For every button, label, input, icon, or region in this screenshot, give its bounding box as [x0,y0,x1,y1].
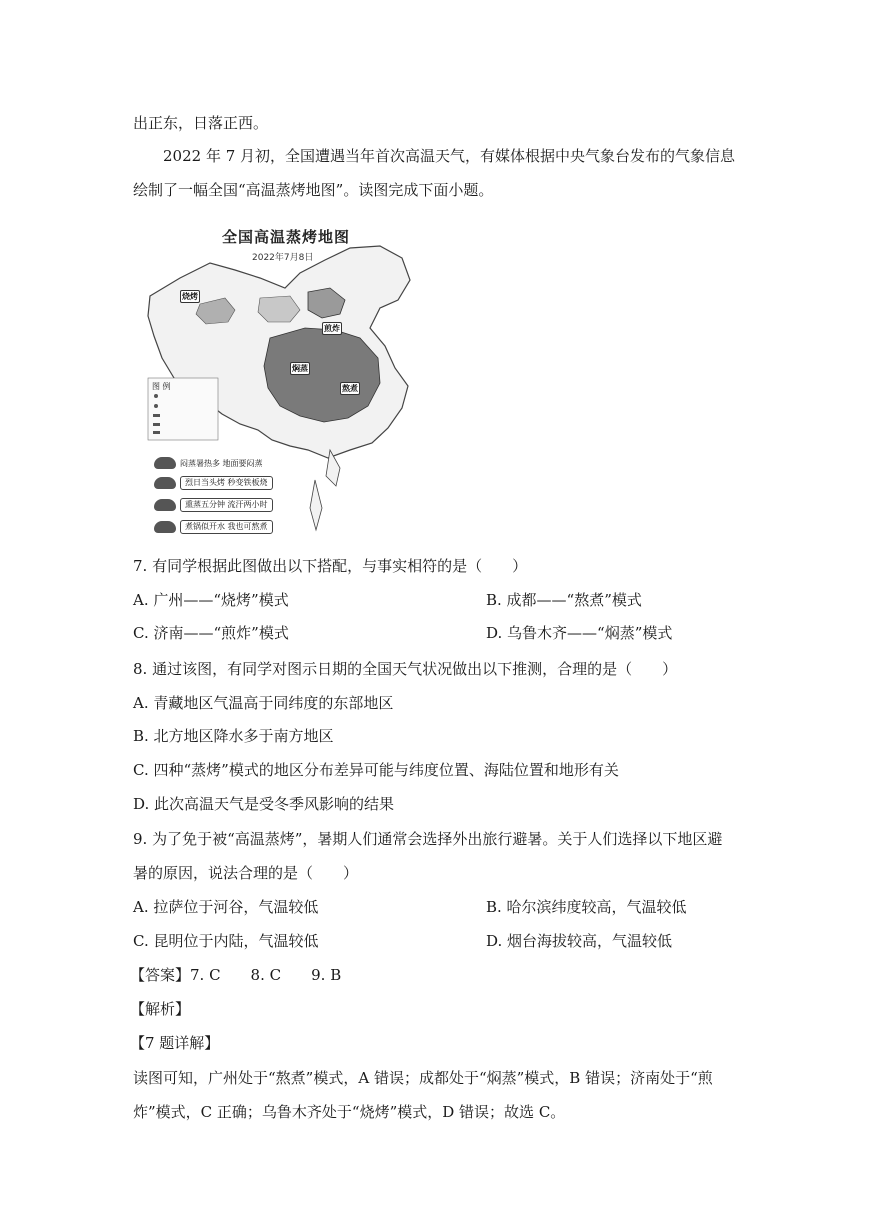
question-9-option-d: D. 烟台海拔较高，气温较低 [486,932,673,950]
intro-line-1: 2022 年 7 月初，全国遭遇当年首次高温天气，有媒体根据中央气象台发布的气象信息 [163,147,736,165]
mode-label: 闷蒸暑热多 地面要闷蒸 [180,458,263,468]
question-9-option-a: A. 拉萨位于河谷，气温较低 [133,898,319,916]
city-label-south: 熬煮 [342,384,358,393]
intro-line-2: 绘制了一幅全国“高温蒸烤地图”。读图完成下面小题。 [133,181,494,199]
mode-label: 煮锅似开水 我也可熬煮 [180,520,273,534]
mode-icon [154,477,176,489]
question-8-option-d: D. 此次高温天气是受冬季风影响的结果 [133,795,395,813]
question-9-option-c: C. 昆明位于内陆，气温较低 [133,932,319,950]
question-7-option-a: A. 广州——“烧烤”模式 [133,591,289,609]
mode-legend-item [154,520,273,534]
south-sea-inset [310,480,322,530]
question-9-stem-line-1: 9. 为了免于被“高温蒸烤”，暑期人们通常会选择外出旅行避暑。关于人们选择以下地区避 [133,830,723,848]
question-9-option-b: B. 哈尔滨纬度较高，气温较低 [486,898,687,916]
legend-symbol [153,423,160,426]
question-7-option-c: C. 济南——“煎炸”模式 [133,624,289,642]
city-label-sichuan: 焖蒸 [292,364,308,373]
detail-line-1: 读图可知，广州处于“熬煮”模式，A 错误；成都处于“焖蒸”模式，B 错误；济南处于“煎 [133,1069,713,1087]
detail-label: 【7 题详解】 [130,1034,220,1052]
mode-legend-item [154,456,263,470]
china-map-graphic [140,218,422,542]
question-7-stem: 7. 有同学根据此图做出以下搭配，与事实相符的是（ ） [133,557,528,575]
legend-symbol [154,404,158,408]
heat-map-figure [140,218,422,542]
city-label-xinjiang: 烧烤 [182,292,198,301]
question-7-option-d: D. 乌鲁木齐——“焖蒸”模式 [486,624,673,642]
mode-icon [154,521,176,533]
mode-label: 烈日当头烤 秒变铁板烧 [180,476,273,490]
mode-legend-item [154,498,273,512]
answer-line: 【答案】7. C 8. C 9. B [130,966,342,984]
mode-icon [154,457,176,469]
question-7-option-b: B. 成都——“熬煮”模式 [486,591,642,609]
detail-line-2: 炸”模式，C 正确；乌鲁木齐处于“烧烤”模式，D 错误；故选 C。 [133,1103,566,1121]
mode-label: 熏蒸五分钟 流汗两小时 [180,498,273,512]
analysis-label: 【解析】 [130,1000,191,1018]
map-date: 2022年7月8日 [252,253,314,263]
legend-symbol [153,414,160,417]
question-8-option-c: C. 四种“蒸烤”模式的地区分布差异可能与纬度位置、海陆位置和地形有关 [133,761,619,779]
map-title: 全国高温蒸烤地图 [222,228,351,246]
legend-symbol [153,431,160,434]
question-8-option-b: B. 北方地区降水多于南方地区 [133,727,334,745]
mode-legend-item [154,476,273,490]
city-label-north: 煎炸 [324,324,340,333]
question-8-stem: 8. 通过该图，有同学对图示日期的全国天气状况做出以下推测，合理的是（ ） [133,660,678,678]
question-8-option-a: A. 青藏地区气温高于同纬度的东部地区 [133,694,394,712]
legend-symbol [154,394,158,398]
legend-title: 图 例 [152,382,171,391]
question-9-stem-line-2: 暑的原因，说法合理的是（ ） [133,864,359,882]
intro-line-0: 出正东，日落正西。 [133,114,269,132]
mode-icon [154,499,176,511]
